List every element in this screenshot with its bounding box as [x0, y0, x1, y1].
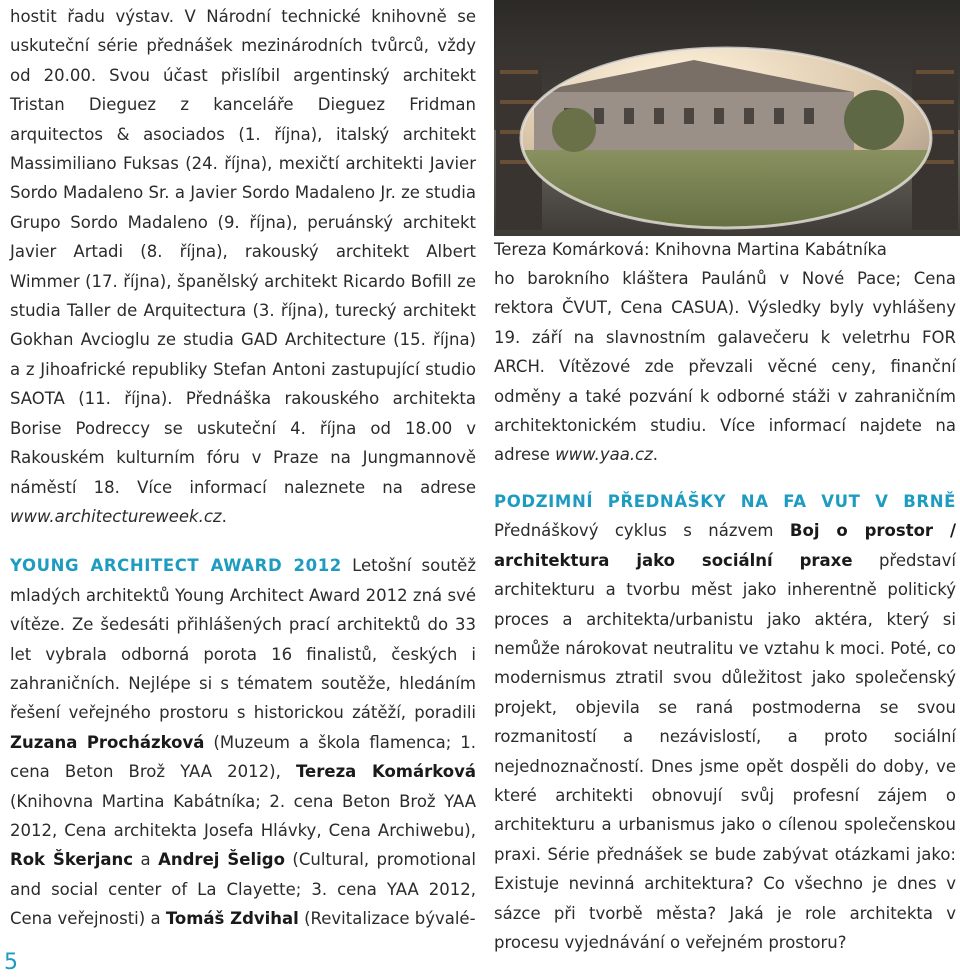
continuation-text: ho barokního kláštera Paulánů v Nové Pace; Cena rektora ČVUT, Cena CASUA). Výsledky byly vyhlášeny 19. září na slavnostním galavečeru k veletrhu FOR ARCH. Vítězové zde převzali věcné ceny, finanční odměny a také pozvání k odborné stáži v zahraničním architektonickém studiu. Více informací najdete na adrese: [494, 269, 956, 465]
right-column-lectures: [494, 487, 956, 958]
architectureweek-link[interactable]: www.architectureweek.cz: [10, 506, 222, 526]
yaa-heading: YOUNG ARCHITECT AWARD 2012: [10, 556, 342, 576]
yaa-text: a: [133, 850, 159, 870]
yaa-text: (Cultural, promotional and social center of La Clayette; 3. cena YAA 2012, Cena veřejnosti) a: [10, 850, 476, 929]
yaa-link[interactable]: www.yaa.cz: [555, 445, 653, 465]
continuation-end: .: [652, 445, 659, 465]
winner-name: Rok Škerjanc: [10, 850, 134, 870]
intro-end: .: [221, 506, 227, 526]
page-number: 5: [4, 950, 18, 975]
winner-name: Tereza Komárková: [295, 762, 476, 782]
yaa-text: Letošní soutěž mladých architektů Young Architect Award 2012 zná své vítěze. Ze šedesáti přihlášených prací architektů do 33 let vybrala odborná porota 16 finalistů, českých i zahraničních. Nejlépe si s tématem soutěže, hledáním řešení veřejného prostoru s historickou zátěží, poradili: [10, 556, 476, 723]
intro-text: hostit řadu výstav. V Národní technické knihovně se uskuteční série přednášek mezinárodních tvůrců, vždy od 20.00. Svou účast přislíbil argentinský architekt Tristan Dieguez z kanceláře Dieguez Fridman arquitectos & asociados (1. října), italský architekt Massimiliano Fuksas (24. října), mexičtí architekti Javier Sordo Madaleno Sr. a Javier Sordo Madaleno Jr. ze studia Grupo Sordo Madaleno (9. října), peruánský architekt Javier Artadi (8. října), rakouský architekt Albert Wimmer (17. října), španělský architekt Ricardo Bofill ze studia Taller de Arquitectura (3. října), turecký architekt Gokhan Avcioglu ze studia GAD Architecture (15. října) a z Jihoafrické republiky Stefan Antoni zastupující studio SAOTA (11. října). Přednáška rakouského architekta Borise Podreccy se uskuteční 4. října od 18.00 v Rakouském kulturním fóru v Praze na Jungmannově náměstí 18. Více informací naleznete na adrese: [10, 7, 476, 497]
yaa-text: (Muzeum a škola flamenca; 1. cena Beton Brož YAA 2012),: [10, 732, 476, 782]
fa-text: představí architekturu a tvorbu měst jako inherentně politický proces a architekta/urbanistu jako aktéra, který si nemůže nárokovat neutralitu ve vztahu k moci. Poté, co modernismus ztratil svou důležitost jako společenský projekt, objevila se raná postmoderna se svou rozmanitostí a nezávislostí, a proto sociální nejednoznačností. Dnes jsme opět dospěli do doby, ve které architekti obnovují svůj profesní zájem o architekturu a urbanismus jako o cílenou společenskou praxi. Série přednášek se bude zabývat otázkami jako: Existuje nevinná architektura? Co všechno je dnes v sázce při tvorbě města? Jaká je role architekta v procesu vyjednávání o veřejném prostoru?: [494, 550, 956, 953]
image-caption: Tereza Komárková: Knihovna Martina Kabátníka: [494, 240, 887, 259]
library-rendering-image: [494, 0, 960, 236]
winner-name: Tomáš Zdvihal: [165, 909, 299, 929]
fa-text: Přednáškový cyklus s názvem: [494, 521, 790, 541]
yaa-continuation-paragraph: [494, 264, 956, 470]
winner-name: Andrej Šeligo: [158, 850, 285, 870]
yaa-text: (Revitalizace bývalé-: [298, 909, 476, 929]
fa-heading: PODZIMNÍ PŘEDNÁŠKY NA FA VUT V BRNĚ: [494, 492, 956, 511]
left-column: [10, 2, 476, 934]
fa-paragraph: [494, 487, 956, 958]
lecture-series-title: Boj o prostor / architektura jako sociální praxe: [494, 521, 956, 570]
winner-name: Zuzana Procházková: [10, 732, 205, 752]
intro-paragraph: [10, 2, 476, 531]
yaa-paragraph: [10, 551, 476, 933]
right-column-continuation: [494, 264, 956, 470]
yaa-text: (Knihovna Martina Kabátníka; 2. cena Beton Brož YAA 2012, Cena architekta Josefa Hlávky, Cena Archiwebu),: [10, 791, 476, 840]
